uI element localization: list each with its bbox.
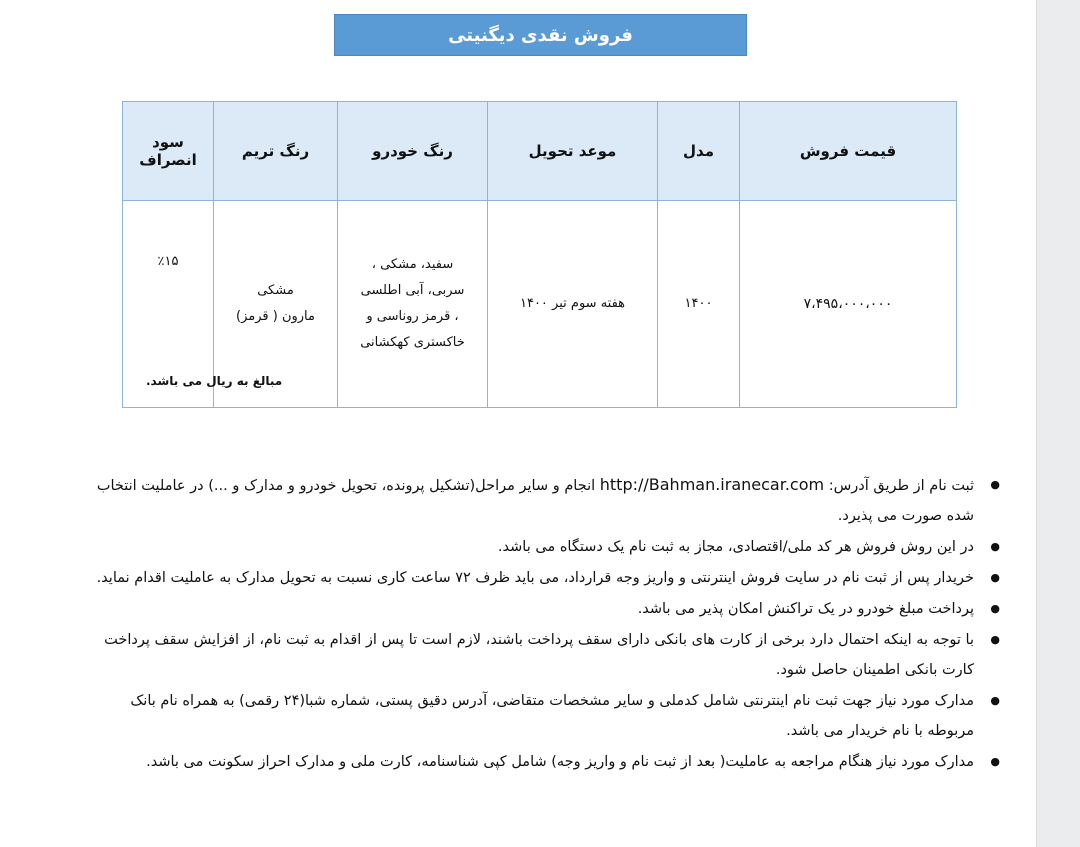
header-cancel-profit: سود انصراف <box>123 102 214 201</box>
header-delivery: موعد تحویل <box>488 102 658 201</box>
scrollbar-track[interactable] <box>1036 0 1080 847</box>
price-table <box>122 101 957 408</box>
list-item: ● مدارک مورد نیاز جهت ثبت نام اینترنتی شامل کدملی و سایر مشخصات متقاضی، آدرس دقیق پستی، شماره شبا(۲۴ رقمی) به همراه نام بانک مربوطه با نام خریدار می باشد. <box>84 686 974 746</box>
cell-model: ۱۴۰۰ <box>658 201 740 408</box>
cell-delivery: هفته سوم تیر ۱۴۰۰ <box>488 201 658 408</box>
bullet-1-post: انجام و سایر مراحل(تشکیل پرونده، تحویل خودرو و مدارک و ...) در عاملیت انتخاب شده صورت می پذیرد. <box>96 478 974 524</box>
list-item <box>84 470 974 531</box>
list-item: ● با توجه به اینکه احتمال دارد برخی از کارت های بانکی دارای سقف پرداخت باشند، لازم است تا پس از اقدام به ثبت نام، از افزایش سقف پرداخت کارت بانکی اطمینان حاصل شود. <box>84 625 974 685</box>
trim-color-line-1: مشکی <box>257 283 294 298</box>
header-model: مدل <box>658 102 740 201</box>
bullet-1-pre: ثبت نام از طریق آدرس: <box>828 478 974 494</box>
car-color-text: سفید، مشکی ، سربی، آبی اطلسی ، قرمز روناسی و خاکستری کهکشانی <box>360 257 465 350</box>
page-title <box>334 14 747 56</box>
price-value: ۷،۴۹۵،۰۰۰،۰۰۰ <box>803 295 893 312</box>
header-trim-color: رنگ تریم <box>214 102 338 201</box>
registration-link[interactable]: http://Bahman.iranecar.com <box>599 475 825 494</box>
cell-cancel-profit: ٪۱۵ <box>123 201 214 408</box>
page-title-text: فروش نقدی دیگنیتی <box>448 24 633 46</box>
list-item: ● در این روش فروش هر کد ملی/اقتصادی، مجاز به ثبت نام یک دستگاه می باشد. <box>84 532 974 562</box>
list-item: ● پرداخت مبلغ خودرو در یک تراکنش امکان پذیر می باشد. <box>84 594 974 624</box>
conditions-list <box>84 470 1000 778</box>
header-car-color: رنگ خودرو <box>338 102 488 201</box>
list-item: ● خریدار پس از ثبت نام در سایت فروش اینترنتی و واریز وجه قرارداد، می باید ظرف ۷۲ ساعت کاری نسبت به تحویل مدارک به عاملیت اقدام نماید. <box>84 563 974 593</box>
table-header-row <box>123 102 957 201</box>
cell-price <box>740 201 957 408</box>
trim-color-line-2: مارون ( قرمز) <box>236 309 315 324</box>
currency-note: مبالغ به ریال می باشد. <box>146 374 283 388</box>
cell-car-color <box>338 201 488 408</box>
list-item: ● مدارک مورد نیاز هنگام مراجعه به عاملیت( بعد از ثبت نام و واریز وجه) شامل کپی شناسنامه، کارت ملی و مدارک احراز سکونت می باشد. <box>84 747 974 777</box>
header-price: قیمت فروش <box>740 102 957 201</box>
